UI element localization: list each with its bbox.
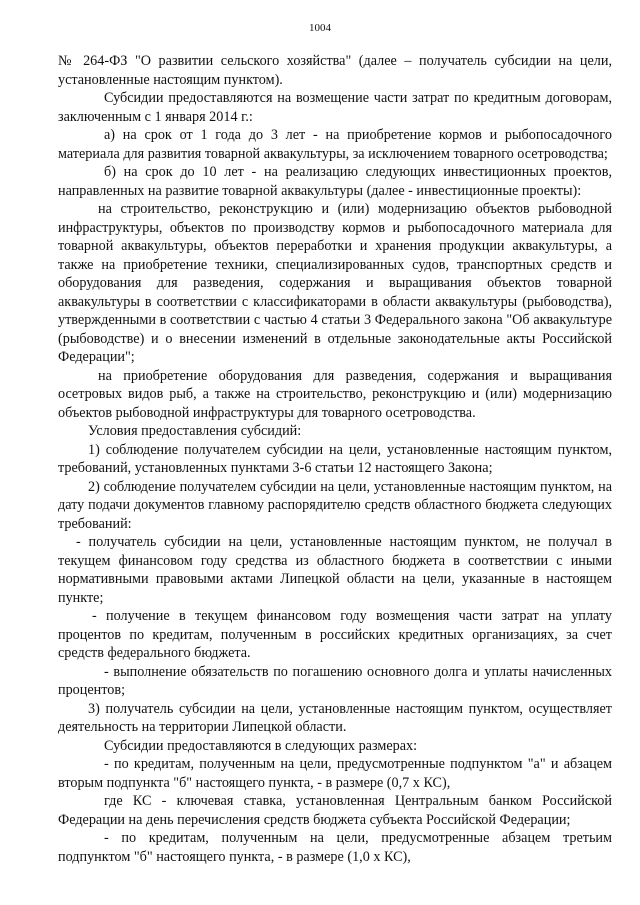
- paragraph-condition-3: 3) получатель субсидии на цели, установленные настоящим пунктом, осуществляет деятельность на территории Липецкой области.: [58, 700, 612, 735]
- paragraph-conditions-heading: Условия предоставления субсидий:: [88, 423, 302, 439]
- paragraph-condition-2-b: - получение в текущем финансовом году возмещения части затрат на уплату процентов по кредитам, полученным в российских кредитных организациях, за счет средств федерального бюджета.: [58, 608, 612, 661]
- document-body: [58, 52, 612, 866]
- paragraph-item-b: б) на срок до 10 лет - на реализацию следующих инвестиционных проектов, направленных на развитие товарной аквакультуры (далее - инвестиционные проекты):: [58, 164, 612, 199]
- paragraph-amount-1: - по кредитам, полученным на цели, предусмотренные подпунктом "а" и абзацем вторым подпункта "б" настоящего пункта, - в размере (0,7 х КС),: [58, 756, 612, 791]
- paragraph-condition-2-a: - получатель субсидии на цели, установленные настоящим пунктом, не получал в текущем финансовом году средства из областного бюджета в соответствии с иными нормативными правовыми актами Липецкой области на цели, указанные в настоящем пункте;: [58, 534, 612, 606]
- paragraph-item-b-construction: на строительство, реконструкцию и (или) модернизацию объектов рыбоводной инфраструктуры, объектов по производству кормов и рыбопосадочного материала для товарной аквакультуры, объектов переработки и хранения продукции аквакультуры, а также на приобретение техники, специализированных судов, транспортных средств и оборудования для разведения, содержания и выращивания объектов товарной аквакультуры в соответствии с классификаторами в области аквакультуры (рыбоводства), утвержденными в соответствии с частью 4 статьи 3 Федерального закона "Об аквакультуре (рыбоводстве) и о внесении изменений в отдельные законодательные акты Российской Федерации";: [58, 201, 612, 365]
- page-number: 1004: [309, 22, 331, 34]
- paragraph-amounts-heading: Субсидии предоставляются в следующих размерах:: [104, 737, 418, 754]
- paragraph-condition-2: 2) соблюдение получателем субсидии на цели, установленные настоящим пунктом, на дату подачи документов главному распорядителю средств областного бюджета следующих требований:: [58, 478, 612, 532]
- paragraph-item-a: а) на срок от 1 года до 3 лет - на приобретение кормов и рыбопосадочного материала для развития товарной аквакультуры, за исключением товарного осетроводства;: [58, 127, 612, 162]
- paragraph-condition-2-c: - выполнение обязательств по погашению основного долга и уплаты начисленных процентов;: [58, 663, 612, 698]
- paragraph-amount-2: - по кредитам, полученным на цели, предусмотренные абзацем третьим подпунктом "б" настоящего пункта, - в размере (1,0 х КС),: [58, 830, 612, 865]
- paragraph-intro-continuation: № 264-ФЗ "О развитии сельского хозяйства" (далее – получатель субсидии на цели, установленные настоящим пунктом).: [58, 53, 612, 88]
- paragraph-item-b-sturgeon: на приобретение оборудования для разведения, содержания и выращивания осетровых видов рыб, а также на строительство, реконструкцию и (или) модернизацию объектов рыбоводной инфраструктуры для товарного осетроводства.: [58, 367, 612, 421]
- paragraph-condition-1: 1) соблюдение получателем субсидии на цели, установленные настоящим пунктом, требований, установленных пунктами 3-6 статьи 12 настоящего Закона;: [58, 441, 612, 476]
- paragraph-subsidy-purpose: Субсидии предоставляются на возмещение части затрат по кредитным договорам, заключенным с 1 января 2014 г.:: [58, 90, 612, 125]
- paragraph-ks-definition: где КС - ключевая ставка, установленная Центральным банком Российской Федерации на день перечисления средств бюджета субъекта Российской Федерации;: [58, 793, 612, 828]
